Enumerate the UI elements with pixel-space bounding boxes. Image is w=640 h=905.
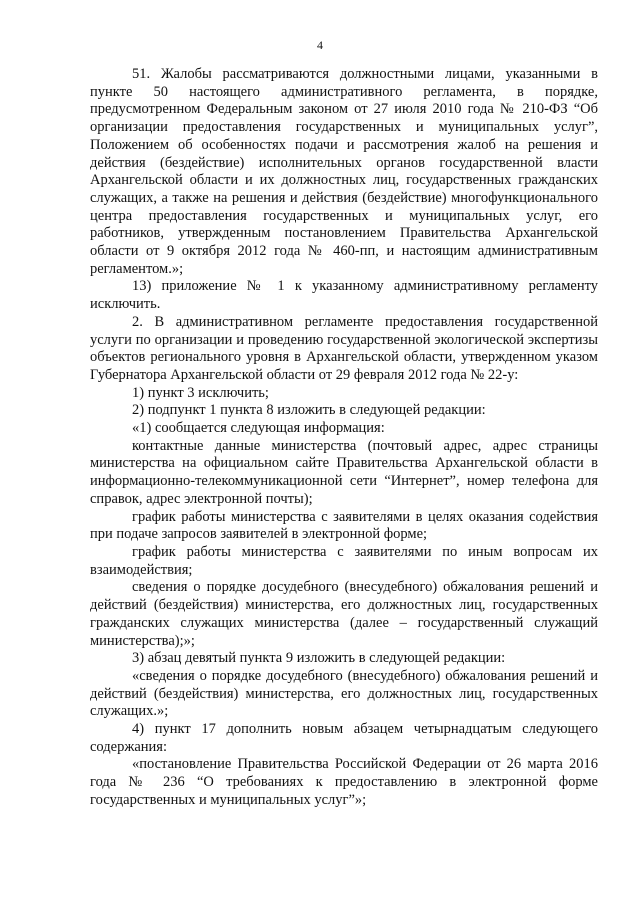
paragraph-subitem-13: 13) приложение № 1 к указанному административному регламенту исключить.	[90, 278, 598, 313]
paragraph-subitem-2: 2) подпункт 1 пункта 8 изложить в следующей редакции:	[132, 402, 486, 419]
paragraph-subitem-3: 3) абзац девятый пункта 9 изложить в следующей редакции:	[132, 650, 506, 667]
paragraph-subitem-1: 1) пункт 3 исключить;	[132, 384, 269, 401]
document-body	[90, 66, 598, 810]
paragraph-appeal-info: сведения о порядке досудебного (внесудебного) обжалования решений и действий (бездействия) министерства, его должностных лиц, государственных гражданских служащих министерства (далее – государственный служащий министерства);»;	[90, 579, 598, 649]
paragraph-contact-data: контактные данные министерства (почтовый адрес, адрес страницы министерства на официальном сайте Правительства Архангельской области в информационно-телекоммуникационной сети “Интернет”, номер телефона для справок, адрес электронной почты);	[90, 437, 598, 507]
paragraph-schedule-other: график работы министерства с заявителями по иным вопросам их взаимодействия;	[90, 543, 598, 578]
paragraph-item-51: 51. Жалобы рассматриваются должностными лицами, указанными в пункте 50 настоящего административного регламента, в порядке, предусмотренном Федеральным законом от 27 июля 2010 года № 210-ФЗ “Об организации предоставления государственных и муниципальных услуг”, Положением об особенностях подачи и рассмотрения жалоб на решения и действия (бездействие) исполнительных органов государственной власти Архангельской области и их должностных лиц, государственных гражданских служащих, а также на решения и действия (бездействие) многофункционального центра предоставления государственных и муниципальных услуг, его работников, утвержденным постановлением Правительства Архангельской области от 9 октября 2012 года № 460-пп, и настоящим административным регламентом.»;	[90, 66, 598, 277]
paragraph-subitem-4: 4) пункт 17 дополнить новым абзацем четырнадцатым следующего содержания:	[90, 721, 598, 755]
paragraph-schedule-electronic: график работы министерства с заявителями в целях оказания содействия при подаче запросов заявителей в электронной форме;	[90, 508, 598, 543]
paragraph-decree-quote: «постановление Правительства Российской Федерации от 26 марта 2016 года № 236 “О требованиях к предоставлению в электронной форме государственных и муниципальных услуг”»;	[90, 756, 598, 808]
page-number: 4	[317, 38, 323, 52]
paragraph-section-2: 2. В административном регламенте предоставления государственной услуги по организации и проведению государственной экологической экспертизы объектов регионального уровня в Архангельской области, утвержденном указом Губернатора Архангельской области от 29 февраля 2012 года № 22-у:	[90, 313, 598, 383]
paragraph-quote-1: «1) сообщается следующая информация:	[132, 420, 385, 437]
paragraph-appeal-quote: «сведения о порядке досудебного (внесудебного) обжалования решений и действий (бездействия) министерства, его должностных лиц, государственных служащих.»;	[90, 667, 598, 720]
